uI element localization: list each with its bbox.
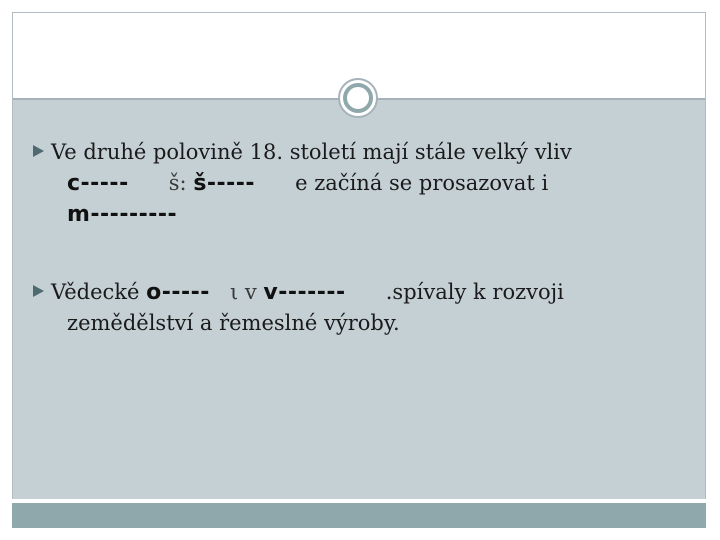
fill-blank-1: c----- bbox=[67, 171, 129, 196]
ring-ornament-inner-icon bbox=[343, 83, 373, 113]
paragraph-2-start: Vědecké bbox=[51, 280, 140, 304]
footer-bar bbox=[12, 503, 706, 528]
fill-blank-4: o----- bbox=[146, 280, 210, 305]
bullet-paragraph-2 bbox=[51, 277, 691, 339]
bullet-arrow-icon bbox=[33, 285, 44, 297]
bullet-arrow-icon bbox=[33, 145, 44, 157]
paragraph-1-line-2-rest: e začíná se prosazovat i bbox=[295, 171, 549, 195]
paragraph-1-line-1: Ve druhé polovině 18. století mají stále velký vliv bbox=[51, 140, 572, 164]
fragment-1: š: bbox=[168, 171, 187, 195]
fill-blank-2: š----- bbox=[193, 171, 256, 196]
paragraph-2-line-1-rest: .spívaly k rozvoji bbox=[385, 280, 564, 304]
paragraph-2-line-1 bbox=[51, 277, 691, 308]
fill-blank-3: m--------- bbox=[67, 202, 178, 227]
bullet-paragraph-1 bbox=[51, 137, 691, 230]
paragraph-1-line-2 bbox=[51, 168, 691, 199]
fragment-2: ι v bbox=[229, 280, 257, 304]
paragraph-2-line-2: zemědělství a řemeslné výroby. bbox=[67, 311, 400, 335]
fill-blank-5: v------- bbox=[263, 280, 346, 305]
paragraph-1-line-3 bbox=[51, 199, 691, 230]
